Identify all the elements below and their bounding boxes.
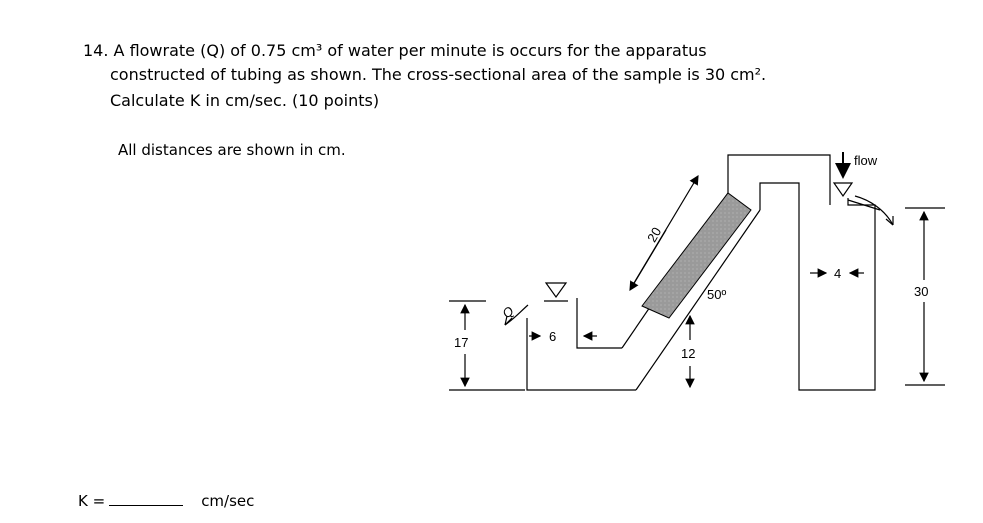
soil-sample: [642, 193, 751, 318]
answer-blank[interactable]: [109, 493, 183, 506]
answer-prefix: K =: [78, 492, 106, 510]
angle-label: 50º: [707, 287, 727, 302]
dim-12-label: 12: [681, 346, 696, 361]
outflow-spout: [848, 196, 893, 225]
distance-note: All distances are shown in cm.: [118, 141, 346, 159]
dim-30-label: 30: [914, 284, 929, 299]
flow-label: flow: [854, 153, 878, 168]
question-line-2: constructed of tubing as shown. The cross-sectional area of the sample is 30 cm².: [110, 65, 767, 84]
dim-20-label: 20: [644, 224, 665, 245]
answer-line: [78, 492, 254, 510]
question-line-3: Calculate K in cm/sec. (10 points): [110, 91, 380, 110]
answer-unit: cm/sec: [201, 492, 255, 510]
question-line-1: 14. A flowrate (Q) of 0.75 cm³ of water per minute is occurs for the apparatus: [83, 41, 707, 60]
dim-6-label: 6: [549, 329, 557, 344]
right-water-level: [834, 183, 852, 196]
dim-17-label: 17: [454, 335, 469, 350]
q-label: Q: [499, 303, 517, 322]
dim-4-label: 4: [834, 266, 842, 281]
left-water-level: [544, 283, 568, 301]
left-tank: [527, 298, 636, 390]
